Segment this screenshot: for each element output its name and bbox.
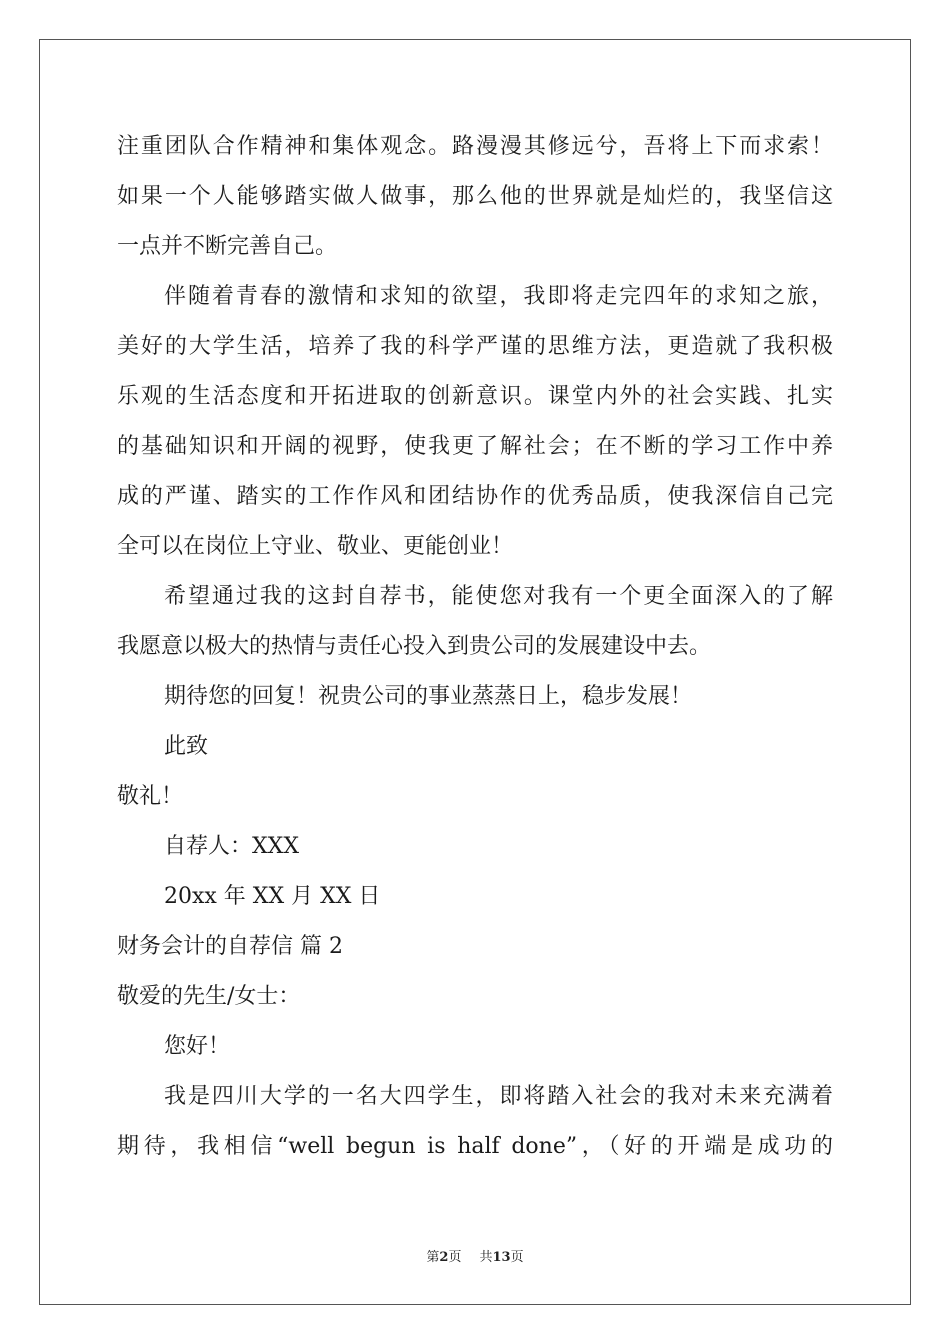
closing-respect: 敬礼！ — [117, 784, 184, 809]
page-prefix: 第 — [426, 1250, 440, 1265]
text-line: 全可以在岗位上守业、敬业、更能创业！ — [117, 534, 514, 559]
signature-name: 自荐人：XXX — [164, 834, 299, 859]
section-heading: 财务会计的自荐信 篇 2 — [117, 934, 343, 959]
text-line: 我愿意以极大的热情与责任心投入到贵公司的发展建设中去。 — [117, 634, 712, 659]
text-line: 我是四川大学的一名大四学生，即将踏入社会的我对未来充满着 — [164, 1084, 833, 1109]
total-prefix: 共 — [479, 1250, 493, 1265]
current-page-number: 2 — [439, 1250, 449, 1265]
text-line: 乐观的生活态度和开拓进取的创新意识。课堂内外的社会实践、扎实 — [117, 384, 833, 409]
text-line: 期待，我相信“well begun is half done”，（好的开端是成功的 — [117, 1134, 833, 1159]
text-line: 伴随着青春的激情和求知的欲望，我即将走完四年的求知之旅， — [164, 284, 833, 309]
text-line: 期待您的回复！祝贵公司的事业蒸蒸日上，稳步发展！ — [164, 684, 693, 709]
text-line: 美好的大学生活，培养了我的科学严谨的思维方法，更造就了我积极 — [117, 334, 833, 359]
text-line: 的基础知识和开阔的视野，使我更了解社会；在不断的学习工作中养 — [117, 434, 833, 459]
text-line: 希望通过我的这封自荐书，能使您对我有一个更全面深入的了解 — [164, 584, 833, 609]
page-suffix: 页 — [448, 1250, 462, 1265]
total-suffix: 页 — [510, 1250, 524, 1265]
text-line: 成的严谨、踏实的工作作风和团结协作的优秀品质，使我深信自己完 — [117, 484, 833, 509]
greeting: 您好！ — [164, 1034, 231, 1059]
document-body — [117, 122, 833, 1172]
total-page-count: 13 — [492, 1250, 511, 1265]
text-line: 注重团队合作精神和集体观念。路漫漫其修远兮，吾将上下而求索！ — [117, 134, 833, 159]
closing-salutation: 此致 — [164, 734, 209, 759]
page-footer — [0, 1246, 950, 1265]
text-line: 一点并不断完善自己。 — [117, 234, 338, 259]
greeting-addressee: 敬爱的先生/女士： — [117, 984, 301, 1009]
text-line: 如果一个人能够踏实做人做事，那么他的世界就是灿烂的，我坚信这 — [117, 184, 833, 209]
signature-date: 20xx 年 XX 月 XX 日 — [164, 884, 381, 909]
